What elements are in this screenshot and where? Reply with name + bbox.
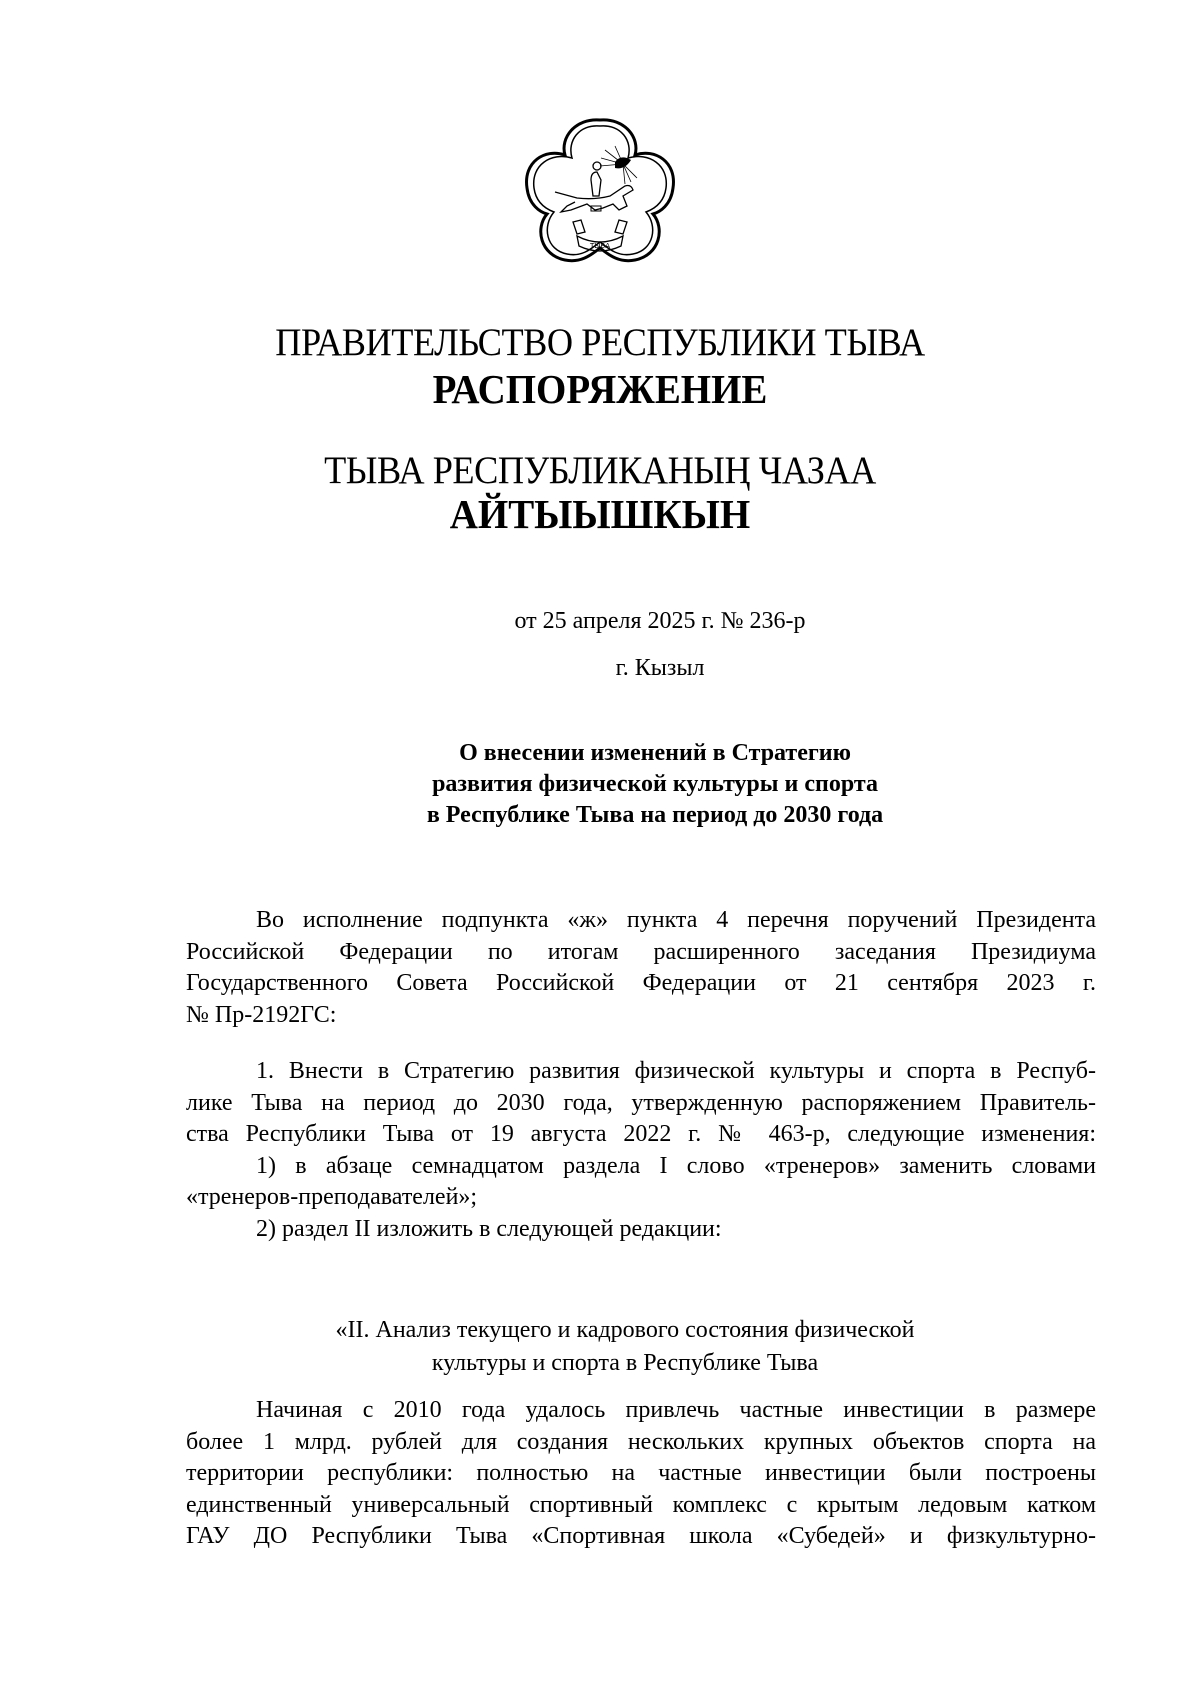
text-line: № Пр-2192ГС:	[186, 1001, 337, 1028]
text-line: более 1 млрд. рублей для создания нескольких крупных объектов спорта на	[186, 1428, 1096, 1455]
government-name-ru: ПРАВИТЕЛЬСТВО РЕСПУБЛИКИ ТЫВА	[275, 321, 925, 364]
item-1-paragraph	[186, 1056, 1096, 1245]
title-line: в Республике Тыва на период до 2030 года	[426, 802, 884, 828]
text-line: лике Тыва на период до 2030 года, утвержденную распоряжением Правитель-	[186, 1089, 1096, 1116]
preamble-paragraph	[186, 905, 1096, 1031]
text-line: ства Республики Тыва от 19 августа 2022 г. № 463-р, следующие изменения:	[186, 1121, 1096, 1147]
text-line: ГАУ ДО Республики Тыва «Спортивная школа «Субедей» и физкультурно-	[186, 1523, 1096, 1549]
text-line: «тренеров-преподавателей»;	[186, 1184, 478, 1210]
document-date-number: от 25 апреля 2025 г. № 236-р	[514, 608, 806, 634]
section-heading	[0, 1314, 1200, 1380]
text-line: территории республики: полностью на частные инвестиции были построены	[186, 1460, 1096, 1486]
text-line: 1. Внести в Стратегию развития физической культуры и спорта в Респуб-	[256, 1058, 1096, 1084]
title-line: О внесении изменений в Стратегию	[459, 740, 851, 766]
text-line: единственный универсальный спортивный комплекс с крытым ледовым катком	[186, 1491, 1096, 1518]
section-paragraph	[186, 1395, 1096, 1553]
emblem-ribbon-text: ТЫВА	[589, 242, 611, 250]
text-line: 1) в абзаце семнадцатом раздела I слово «тренеров» заменить словами	[256, 1152, 1096, 1179]
section-heading-line: «II. Анализ текущего и кадрового состояния физической	[335, 1317, 915, 1343]
document-type-tv: АЙТЫЫШКЫН	[449, 491, 751, 537]
text-line: 2) раздел II изложить в следующей редакции:	[256, 1215, 722, 1242]
text-line: Российской Федерации по итогам расширенного заседания Президиума	[186, 938, 1096, 965]
tuva-coat-of-arms-icon	[515, 110, 685, 270]
text-line: Начиная с 2010 года удалось привлечь частные инвестиции в размере	[256, 1397, 1096, 1423]
document-type-ru: РАСПОРЯЖЕНИЕ	[432, 366, 768, 412]
document-title	[55, 738, 1200, 831]
section-heading-line: культуры и спорта в Республике Тыва	[431, 1350, 819, 1376]
text-line: Во исполнение подпункта «ж» пункта 4 перечня поручений Президента	[256, 907, 1096, 933]
government-name-tv: ТЫВА РЕСПУБЛИКАНЫҢ ЧАЗАА	[324, 449, 876, 492]
text-line: Государственного Совета Российской Федерации от 21 сентября 2023 г.	[186, 970, 1096, 996]
document-city: г. Кызыл	[615, 655, 705, 681]
title-line: развития физической культуры и спорта	[432, 771, 878, 797]
